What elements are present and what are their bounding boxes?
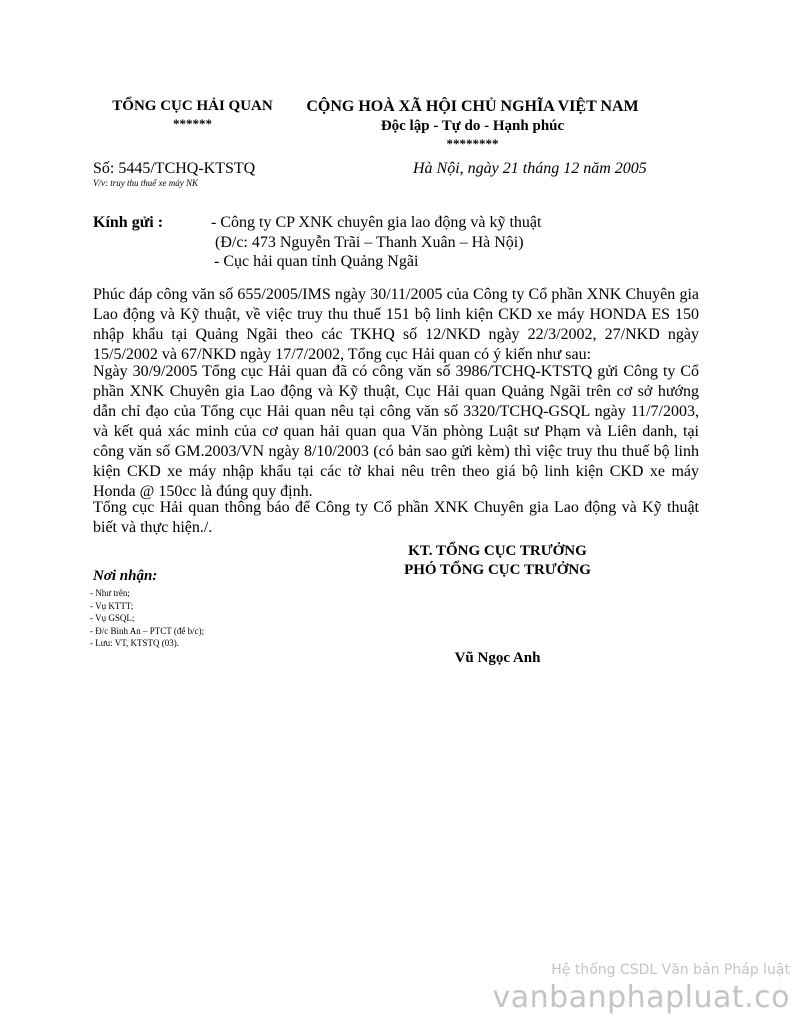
signer-title: KT. TỔNG CỤC TRƯỞNG [408, 543, 587, 559]
receiver-item: - Như trên; [90, 588, 130, 598]
receiver-item: - Vụ KTTT; [90, 600, 134, 611]
agency-separator: ****** [173, 116, 212, 131]
signer-subtitle: PHÓ TỔNG CỤC TRƯỞNG [404, 562, 591, 578]
watermark [493, 962, 790, 1015]
recipient-item: - Công ty CP XNK chuyên gia lao động và kỹ thuật [211, 214, 542, 231]
receivers-list [90, 587, 204, 650]
place-and-date: Hà Nội, ngày 21 tháng 12 năm 2005 [413, 160, 647, 177]
body-paragraph: Tổng cục Hải quan thông báo để Công ty Cổ phần XNK Chuyên gia Lao động và Kỹ thuật biết và thực hiện./. [93, 499, 699, 536]
receiver-item: - Vụ GSQL; [90, 613, 135, 623]
document-number: Số: 5445/TCHQ-KTSTQ [93, 160, 256, 177]
receiver-item: - Lưu: VT, KTSTQ (03). [90, 638, 180, 648]
national-motto: Độc lập - Tự do - Hạnh phúc [380, 118, 565, 134]
issuing-agency: TỔNG CỤC HẢI QUAN [112, 98, 273, 114]
motto-separator: ******** [446, 136, 499, 151]
recipient-address: (Đ/c: 473 Nguyễn Trãi – Thanh Xuân – Hà Nội) [215, 234, 524, 251]
receiver-item: - Đ/c Bình An – PTCT (để b/c); [90, 625, 205, 636]
body-paragraph: Phúc đáp công văn số 655/2005/IMS ngày 30/11/2005 của Công ty Cổ phần XNK Chuyên gia Lao động và Kỹ thuật, về việc truy thu thuế 151 bộ linh kiện CKD xe máy HONDA ES 150 nhập khẩu tại Quảng Ngãi theo các TKHQ số 12/NKD ngày 22/3/2002, 27/NKD ngày 15/5/2002 và 67/NKD ngày 17/7/2002, Tổng cục Hải quan có ý kiến như sau: [93, 286, 699, 363]
national-title: CỘNG HOÀ XÃ HỘI CHỦ NGHĨA VIỆT NAM [306, 98, 639, 115]
body-paragraph: Ngày 30/9/2005 Tổng cục Hải quan đã có công văn số 3986/TCHQ-KTSTQ gửi Công ty Cổ phần XNK Chuyên gia Lao động và Kỹ thuật, Cục Hải quan Quảng Ngãi trên cơ sở hướng dẫn chỉ đạo của Tổng cục Hải quan nêu tại công văn số 3320/TCHQ-GSQL ngày 11/7/2003, và kết quả xác minh của cơ quan hải quan qua Văn phòng Luật sư Phạm và Liên danh, tại công văn số GM.2003/VN ngày 8/10/2003 (có bản sao gửi kèm) thì việc truy thu thuế bộ linh kiện CKD xe máy nhập khẩu tại các tờ khai nêu trên theo giá bộ linh kiện CKD xe máy Honda @ 150cc là đúng quy định. [93, 363, 699, 500]
document-subject: V/v: truy thu thuế xe máy NK [93, 178, 198, 188]
watermark-domain: vanbanphapluat.co [492, 980, 790, 1015]
signer-name: Vũ Ngọc Anh [454, 650, 541, 666]
watermark-caption: Hệ thống CSDL Văn bản Pháp luật [551, 962, 790, 978]
recipient-item: - Cục hải quan tỉnh Quảng Ngãi [214, 253, 419, 270]
recipients-label: Kính gửi : [93, 214, 164, 231]
receivers-label: Nơi nhận: [93, 568, 158, 584]
